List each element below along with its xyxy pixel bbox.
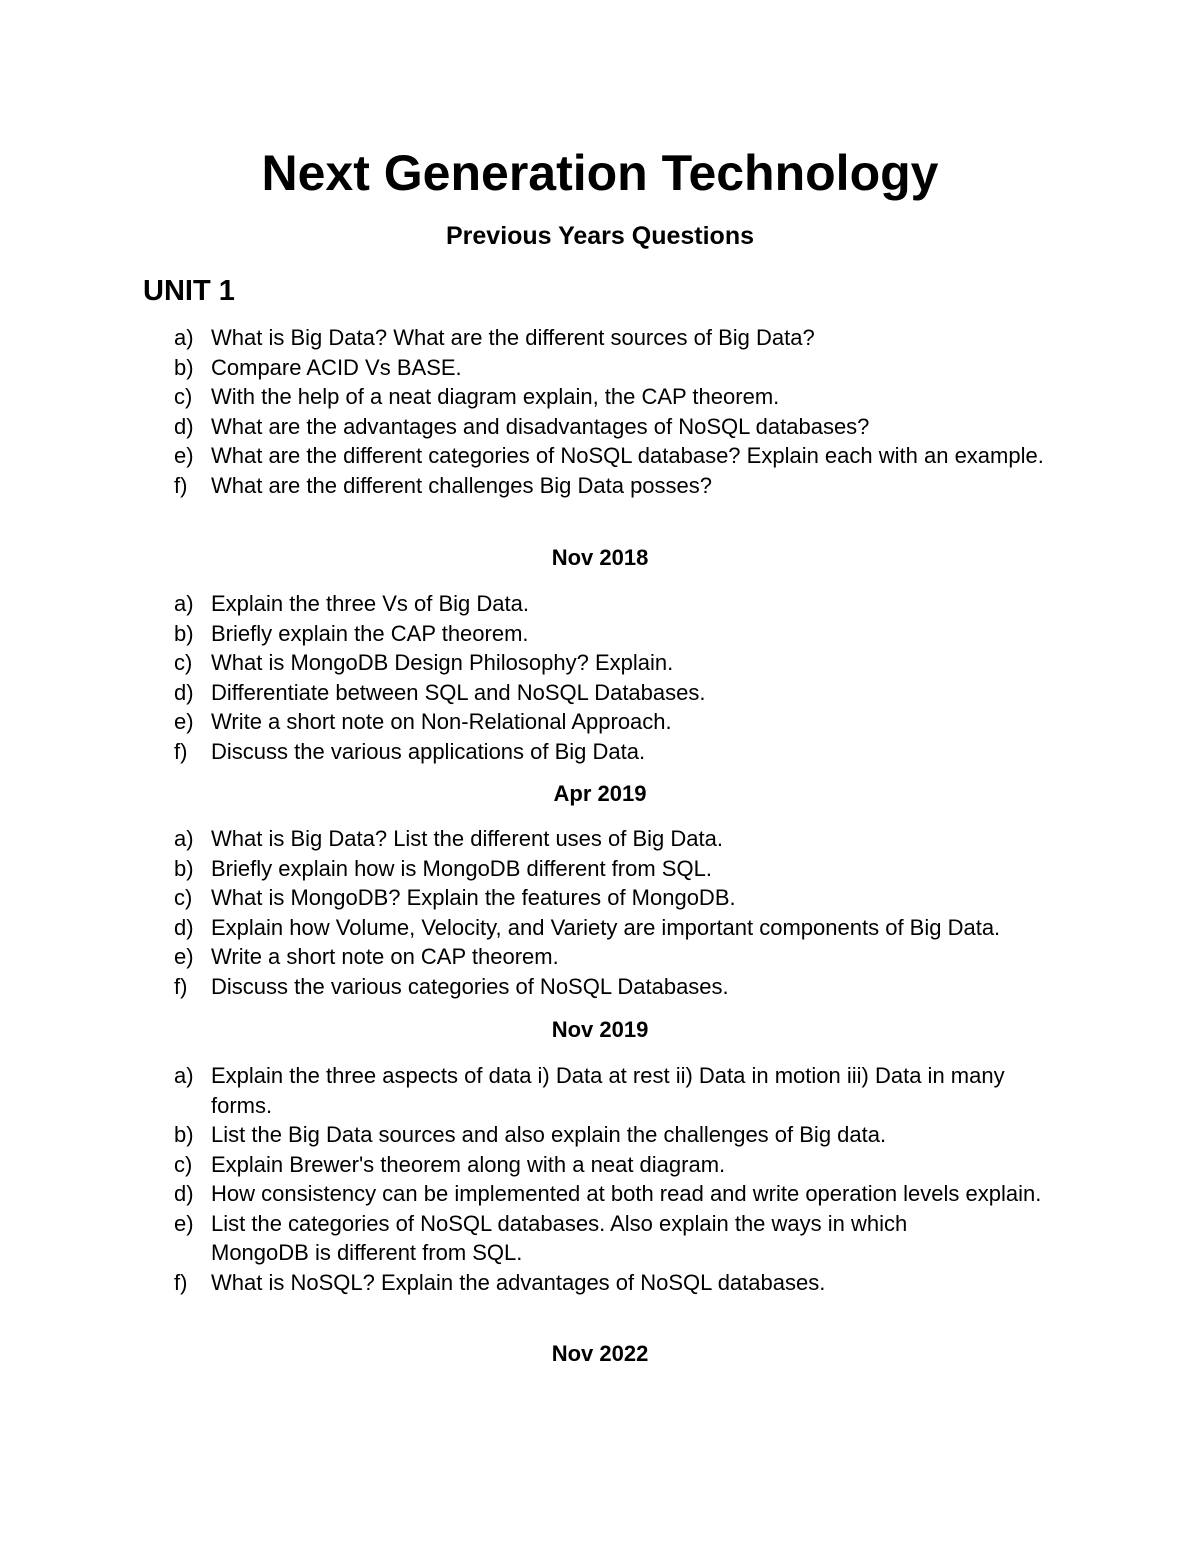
question-list-unit-1 (0, 323, 1200, 500)
question-text: Briefly explain the CAP theorem. (211, 620, 529, 646)
question-text: Briefly explain how is MongoDB different from SQL. (211, 855, 712, 881)
question-marker: a) (174, 591, 194, 616)
question-text: Compare ACID Vs BASE. (211, 354, 462, 380)
question-marker: f) (174, 738, 188, 764)
question-item (0, 353, 1200, 383)
section-heading-nov-2018: Nov 2018 (551, 545, 649, 570)
question-marker: c) (174, 384, 193, 409)
question-text: What is MongoDB Design Philosophy? Explain. (211, 650, 674, 675)
question-text: What are the advantages and disadvantages of NoSQL databases? (211, 413, 870, 439)
question-text: List the Big Data sources and also explain the challenges of Big data. (211, 1122, 887, 1147)
question-marker: e) (174, 944, 194, 969)
question-text: Discuss the various categories of NoSQL Databases. (211, 973, 729, 999)
question-marker: d) (174, 1181, 194, 1206)
question-text: Explain the three aspects of data i) Data at rest ii) Data in motion iii) Data in many forms. (211, 1063, 1005, 1118)
question-item (0, 824, 1200, 854)
question-item (0, 382, 1200, 412)
question-item (0, 1061, 1200, 1120)
question-text: List the categories of NoSQL databases. Also explain the ways in which MongoDB is different from SQL. (211, 1210, 908, 1265)
document-title: Next Generation Technology (261, 145, 939, 201)
question-text: What is NoSQL? Explain the advantages of NoSQL databases. (211, 1269, 826, 1295)
question-item (0, 737, 1200, 767)
question-text: Explain how Volume, Velocity, and Variety are important components of Big Data. (211, 914, 1001, 940)
question-marker: f) (174, 472, 188, 498)
question-marker: d) (174, 679, 194, 705)
question-text: What is Big Data? What are the different sources of Big Data? (211, 325, 815, 350)
question-text: Write a short note on CAP theorem. (211, 944, 559, 969)
question-item (0, 854, 1200, 884)
question-item (0, 441, 1200, 471)
question-marker: c) (174, 885, 193, 910)
question-text: Discuss the various applications of Big Data. (211, 738, 646, 764)
question-item (0, 972, 1200, 1002)
question-item (0, 707, 1200, 737)
question-text: Write a short note on Non-Relational Approach. (211, 709, 672, 734)
question-text: With the help of a neat diagram explain, the CAP theorem. (211, 384, 780, 409)
question-item (0, 883, 1200, 913)
question-text: How consistency can be implemented at both read and write operation levels explain. (211, 1181, 1042, 1206)
question-item (0, 471, 1200, 501)
section-heading-nov-2022: Nov 2022 (551, 1341, 649, 1366)
question-text: What is Big Data? List the different uses of Big Data. (211, 826, 723, 851)
question-marker: b) (174, 620, 194, 646)
question-item (0, 942, 1200, 972)
question-marker: d) (174, 914, 194, 940)
question-item (0, 589, 1200, 619)
question-item (0, 412, 1200, 442)
question-marker: e) (174, 443, 194, 468)
question-marker: f) (174, 973, 188, 999)
question-list-nov-2019 (0, 1061, 1200, 1297)
question-list-nov-2018 (0, 589, 1200, 766)
unit-heading: UNIT 1 (143, 275, 235, 307)
document-subtitle: Previous Years Questions (445, 222, 755, 250)
question-item (0, 323, 1200, 353)
question-marker: a) (174, 1063, 194, 1088)
question-text: What are the different categories of NoSQL database? Explain each with an example. (211, 443, 1044, 468)
question-item (0, 678, 1200, 708)
question-item (0, 1209, 1200, 1268)
question-marker: b) (174, 354, 194, 380)
question-marker: c) (174, 650, 193, 675)
question-text: What are the different challenges Big Data posses? (211, 472, 713, 498)
question-marker: e) (174, 1210, 194, 1236)
question-item (0, 648, 1200, 678)
question-item (0, 1268, 1200, 1298)
section-heading-apr-2019: Apr 2019 (553, 781, 647, 806)
question-item (0, 619, 1200, 649)
question-marker: f) (174, 1269, 188, 1295)
section-heading-nov-2019: Nov 2019 (551, 1017, 649, 1042)
question-marker: d) (174, 413, 194, 439)
question-marker: e) (174, 709, 194, 734)
question-marker: b) (174, 1122, 194, 1147)
question-text: Differentiate between SQL and NoSQL Databases. (211, 679, 706, 705)
question-marker: a) (174, 826, 194, 851)
question-item (0, 1179, 1200, 1209)
question-item (0, 1120, 1200, 1150)
question-text: Explain the three Vs of Big Data. (211, 591, 529, 616)
question-marker: a) (174, 325, 194, 350)
question-text: Explain Brewer's theorem along with a neat diagram. (211, 1151, 726, 1177)
question-marker: b) (174, 855, 194, 881)
question-item (0, 1150, 1200, 1180)
question-text: What is MongoDB? Explain the features of MongoDB. (211, 885, 736, 910)
question-list-apr-2019 (0, 824, 1200, 1001)
question-item (0, 913, 1200, 943)
question-marker: c) (174, 1151, 193, 1177)
